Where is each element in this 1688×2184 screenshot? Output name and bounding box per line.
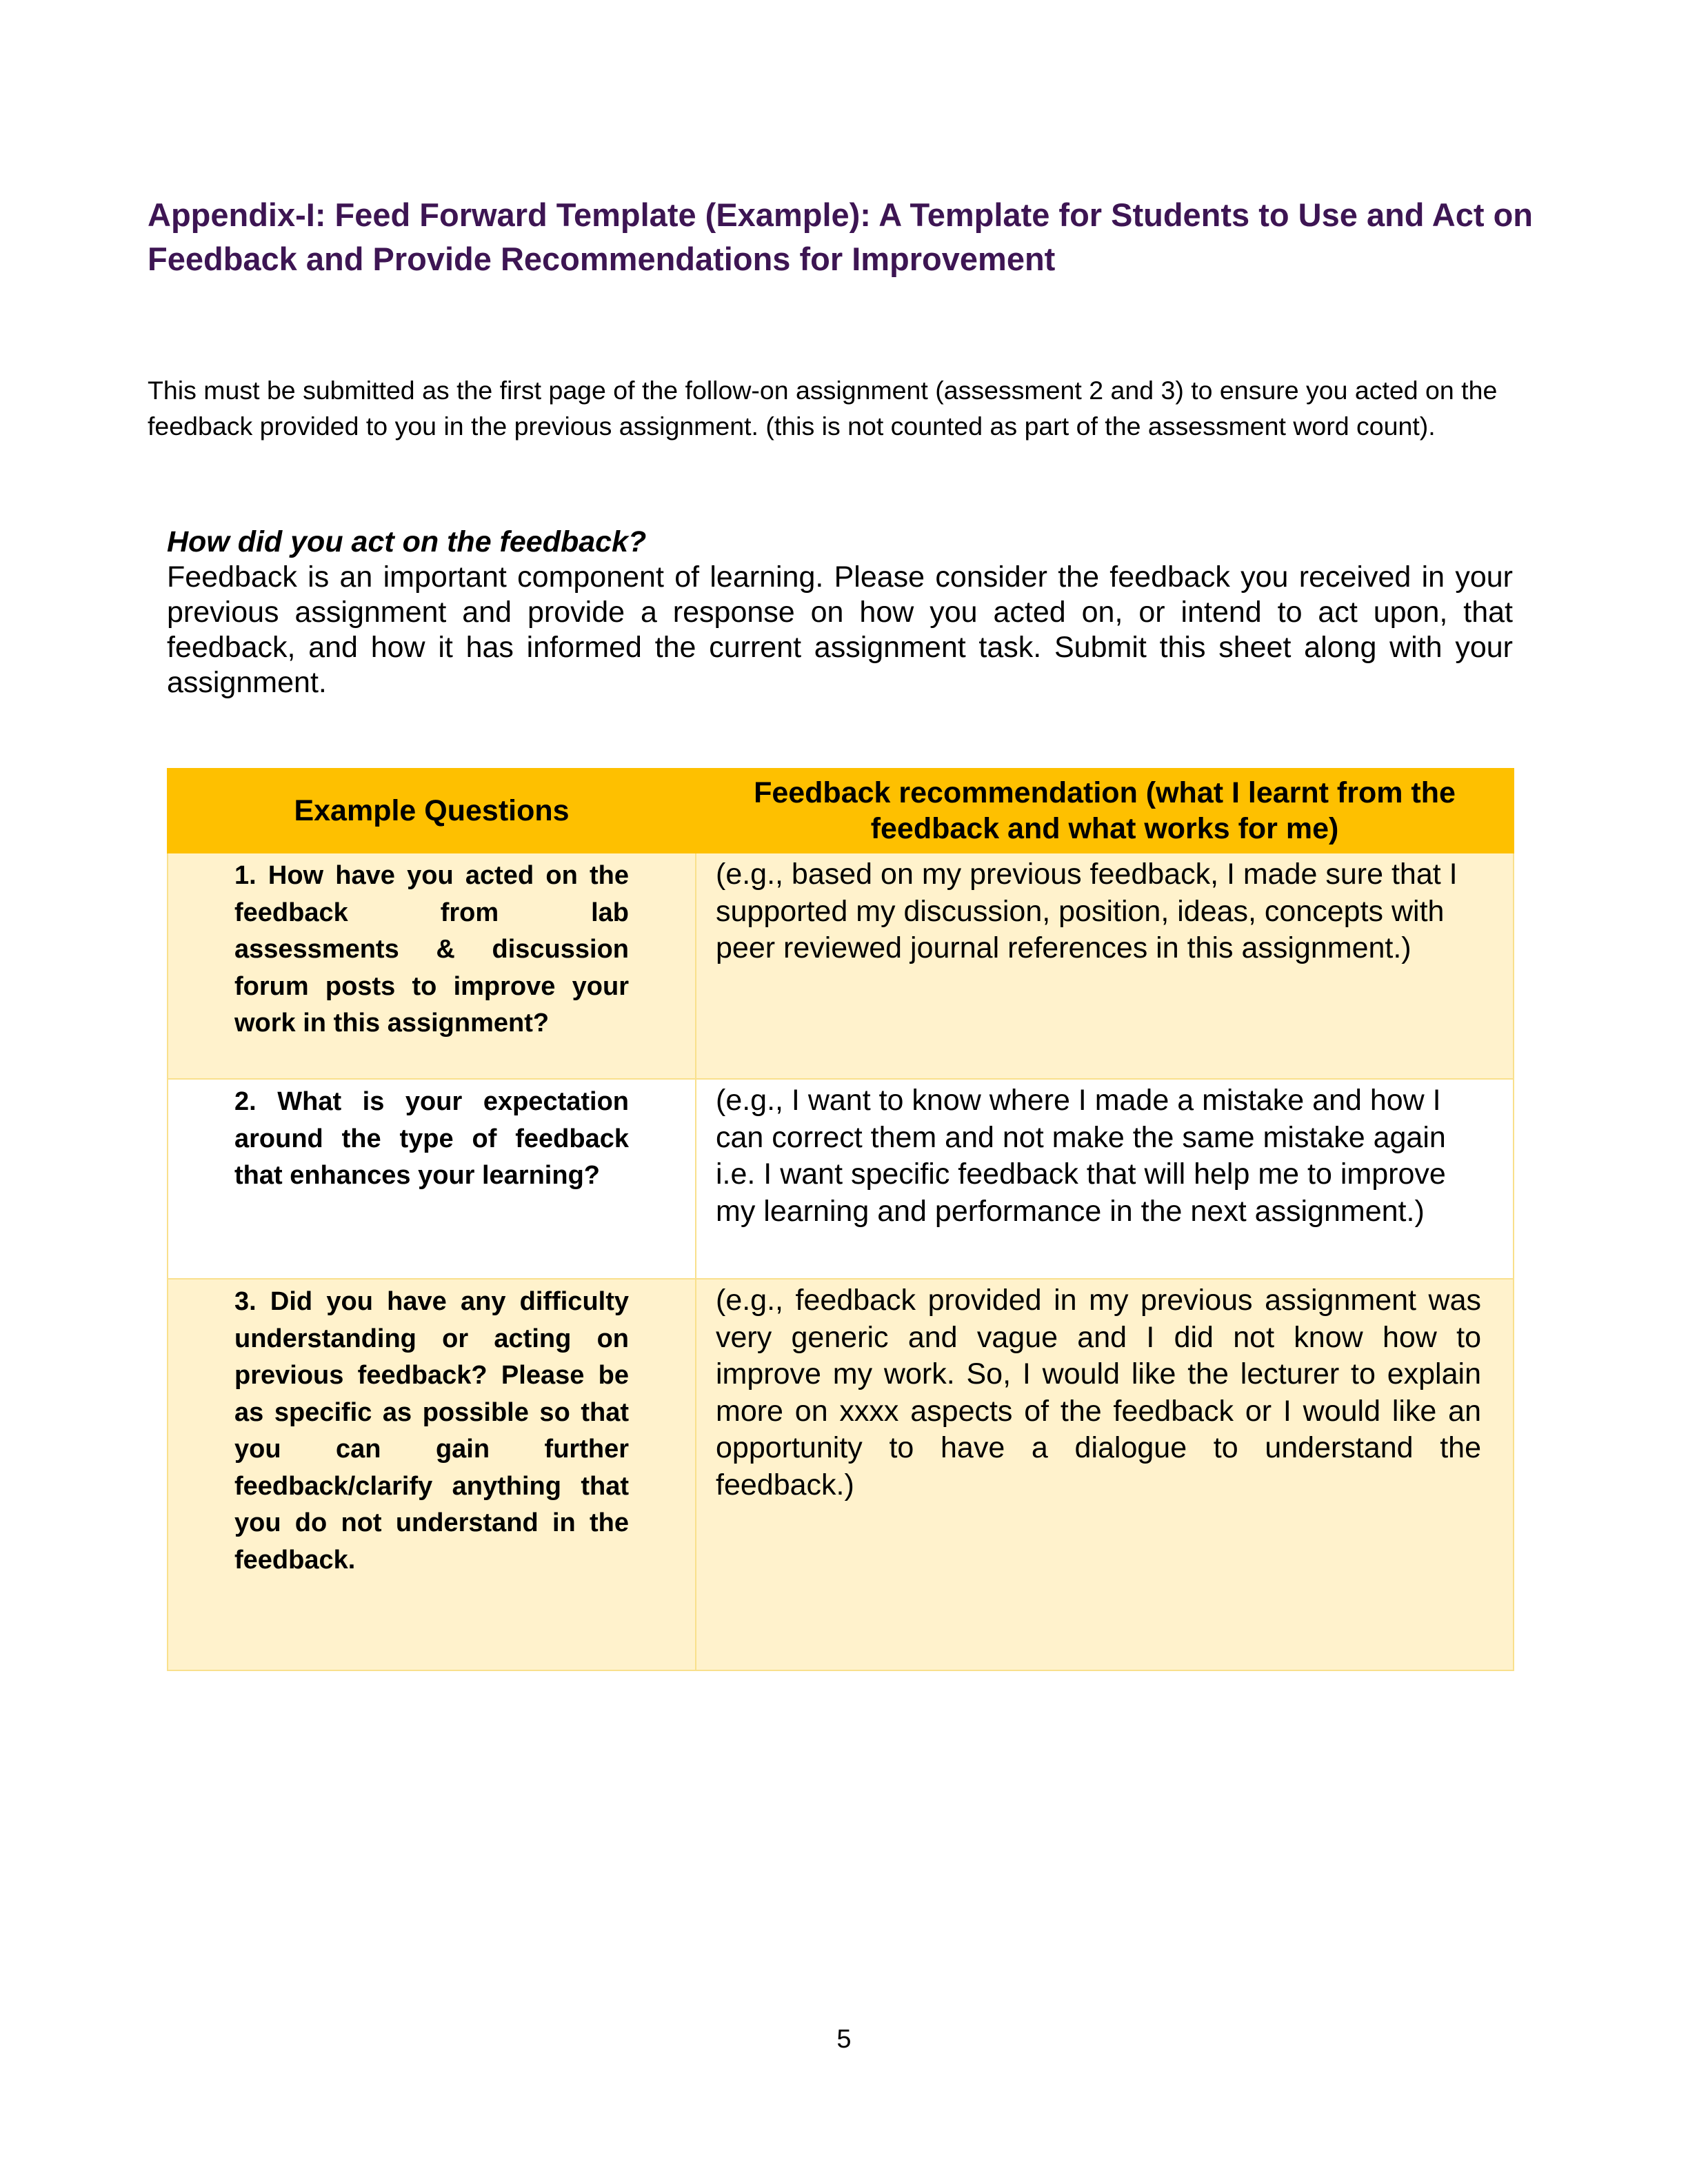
header-example-questions: Example Questions: [168, 769, 696, 853]
answer-cell: (e.g., based on my previous feedback, I made sure that I supported my discussion, position, ideas, concepts with peer reviewed journal references in this assignment.): [696, 853, 1514, 1079]
question-cell: 2. What is your expectation around the type of feedback that enhances your learning?: [168, 1079, 696, 1279]
section-body: Feedback is an important component of learning. Please consider the feedback you received in your previous assignment and provide a response on how you acted on, or intend to act upon, that feedback, and how it has informed the current assignment task. Submit this sheet along with your assignment.: [167, 560, 1513, 699]
page-number: 5: [836, 2025, 852, 2054]
page-title: Appendix-I: Feed Forward Template (Example): A Template for Students to Use and Act on Feedback and Provide Recommendations for Improvement: [148, 196, 1534, 277]
section-heading: How did you act on the feedback?: [167, 525, 647, 558]
feedback-table: [167, 768, 1514, 1671]
header-feedback-recommendation: Feedback recommendation (what I learnt from the feedback and what works for me): [696, 769, 1514, 853]
question-cell: 3. Did you have any difficulty understanding or acting on previous feedback? Please be as specific as possible so that you can gain further feedback/clarify anything that you do not understand in the feedback.: [168, 1279, 696, 1670]
answer-cell: (e.g., I want to know where I made a mistake and how I can correct them and not make the same mistake again i.e. I want specific feedback that will help me to improve my learning and performance in the next assignment.): [696, 1079, 1514, 1279]
table-row: [168, 853, 1514, 1079]
answer-cell: (e.g., feedback provided in my previous assignment was very generic and vague and I did not know how to improve my work. So, I would like the lecturer to explain more on xxxx aspects of the feedback or I would like an opportunity to have a dialogue to understand the feedback.): [696, 1279, 1514, 1670]
submission-instructions: This must be submitted as the first page of the follow-on assignment (assessment 2 and 3) to ensure you acted on the feedback provided to you in the previous assignment. (this is not counted as part of the assessment word count).: [148, 376, 1498, 441]
question-cell: 1. How have you acted on the feedback from lab assessments & discussion forum posts to improve your work in this assignment?: [168, 853, 696, 1079]
table-row: [168, 1279, 1514, 1670]
table-row: [168, 1079, 1514, 1279]
table-header-row: [168, 769, 1514, 853]
